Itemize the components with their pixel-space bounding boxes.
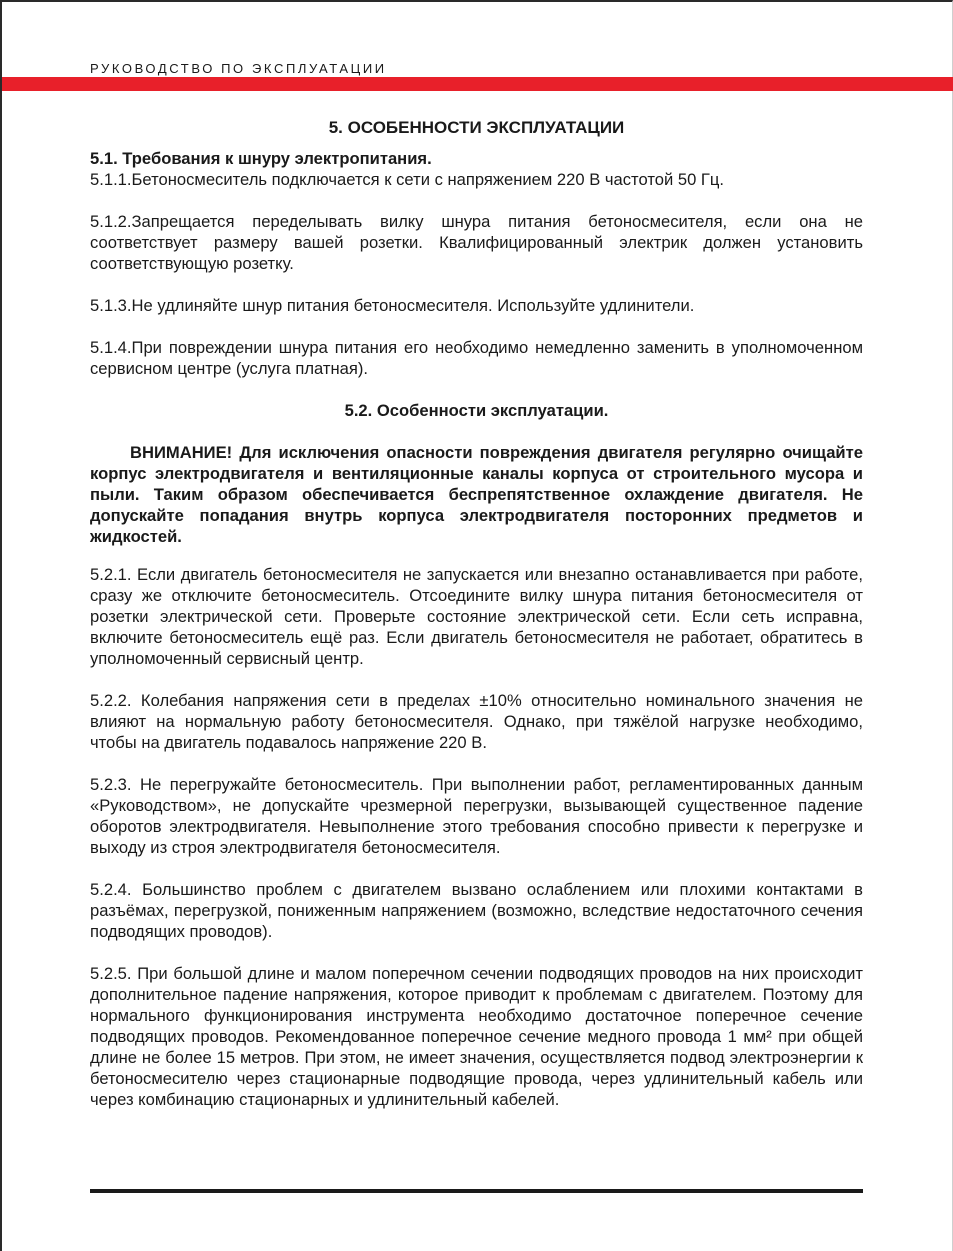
subsection-5-2-title: 5.2. Особенности эксплуатации. [344,401,609,420]
paragraph-5-1-4: 5.1.4.При повреждении шнура питания его необходимо немедленно заменить в уполномоченном сервисном центре (услуга платная). [90,338,863,378]
subsection-5-1-title: 5.1. Требования к шнуру электропитания. [90,149,432,168]
paragraph-5-2-4: 5.2.4. Большинство проблем с двигателем вызвано ослаблением или плохими контактами в разъёмах, перегрузкой, пониженным напряжением (возможно, вследствие недостаточного сечения подводящих проводов). [90,880,863,941]
paragraph-5-2-3: 5.2.3. Не перегружайте бетоносмеситель. При выполнении работ, регламентированных данным «Руководством», не допускайте чрезмерной перегрузки, вызывающей существенное падение оборотов электродвигателя. Невыполнение этого требования способно привести к перегрузке и выходу из строя электродвигателя бетоносмесителя. [90,775,863,857]
paragraph-5-2-1: 5.2.1. Если двигатель бетоносмесителя не запускается или внезапно останавливается при работе, сразу же отключите бетоносмеситель. Отсоедините вилку шнура питания бетоносмесителя от розетки электрической сети. Проверьте состояние электрической сети. Если сеть исправна, включите бетоносмеситель ещё раз. Если двигатель бетоносмесителя не работает, обратитесь в уполномоченный сервисный центр. [90,565,863,668]
paragraph-5-2-2: 5.2.2. Колебания напряжения сети в пределах ±10% относительно номинального значения не влияют на нормальную работу бетоносмесителя. Однако, при тяжёлой нагрузке необходимо, чтобы на двигатель подавалось напряжение 220 В. [90,691,863,752]
footer-rule [90,1189,863,1193]
paragraph-5-1-1: 5.1.1.Бетоносмеситель подключается к сети с напряжением 220 В частотой 50 Гц. [90,170,725,189]
page-content [90,116,863,1131]
running-header: РУКОВОДСТВО ПО ЭКСПЛУАТАЦИИ [90,61,387,76]
warning-paragraph: ВНИМАНИЕ! Для исключения опасности повреждения двигателя регулярно очищайте корпус электродвигателя и вентиляционные каналы корпуса от строительного мусора и пыли. Таким образом обеспечивается беспрепятственное охлаждение двигателя. Не допускайте попадания внутрь корпуса электродвигателя посторонних предметов и жидкостей. [90,443,863,546]
paragraph-5-2-5: 5.2.5. При большой длине и малом поперечном сечении подводящих проводов на них происходит дополнительное падение напряжения, которое приводит к проблемам с двигателем. Поэтому для нормального функционирования инструмента необходимо достаточное поперечное сечение подводящих проводов. Рекомендованное поперечное сечение медного провода 1 мм² при общей длине не более 15 метров. При этом, не имеет значения, осуществляется подвод электроэнергии к бетоносмесителю через стационарные подводящие провода, через удлинительный кабель или через комбинацию стационарных и удлинительный кабелей. [90,964,863,1109]
paragraph-5-1-3: 5.1.3.Не удлиняйте шнур питания бетоносмесителя. Используйте удлинители. [90,296,695,315]
header-red-band [2,77,953,91]
section-title: 5. ОСОБЕННОСТИ ЭКСПЛУАТАЦИИ [328,118,625,137]
paragraph-5-1-2: 5.1.2.Запрещается переделывать вилку шнура питания бетоносмесителя, если она не соответствует размеру вашей розетки. Квалифицированный электрик должен установить соответствующую розетку. [90,212,863,273]
